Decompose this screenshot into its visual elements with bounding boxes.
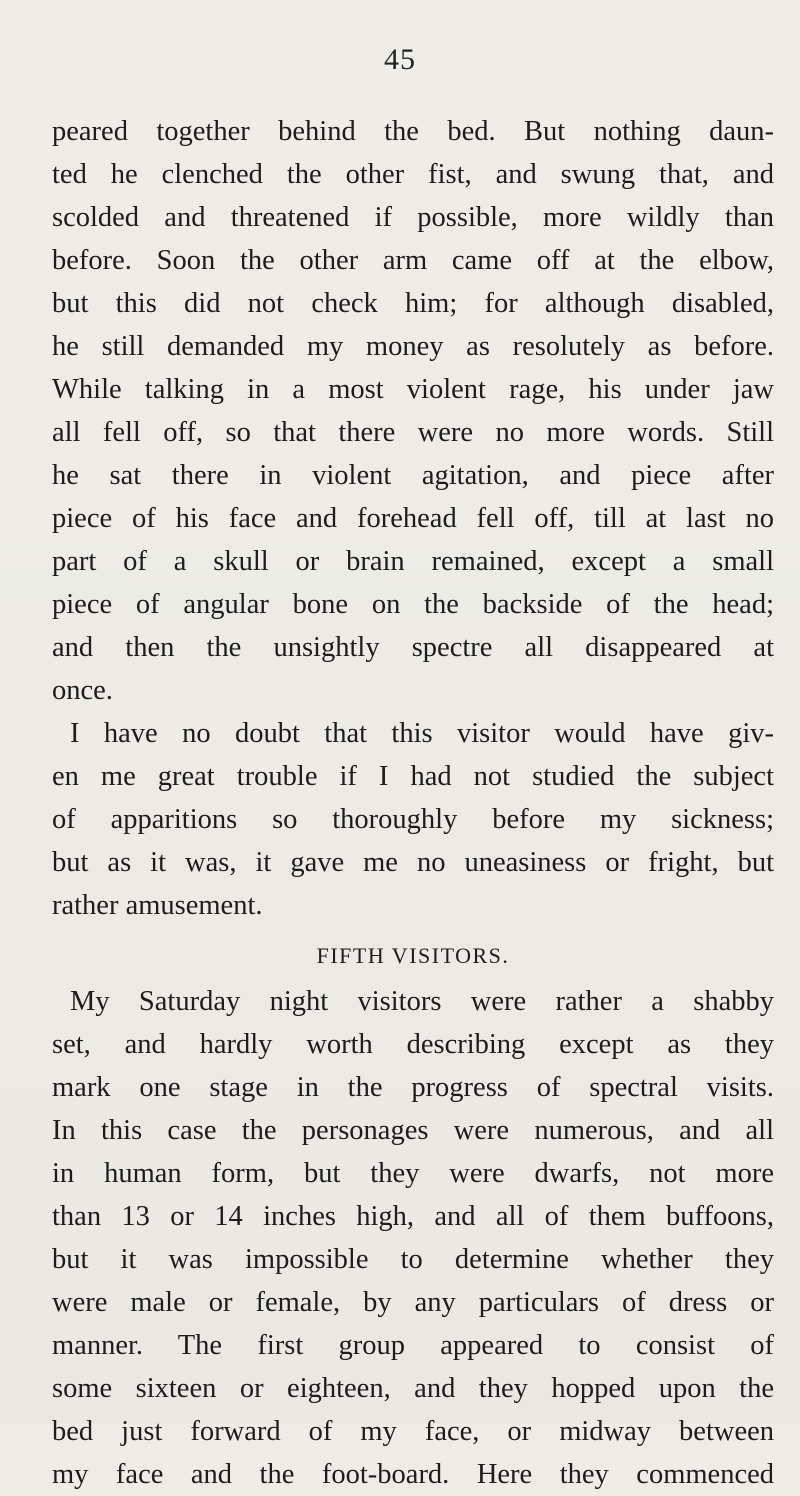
text-line: bed just forward of my face, or midway between xyxy=(52,1416,774,1447)
paragraph-1 xyxy=(52,110,774,712)
text-line: manner. The first group appeared to consist of xyxy=(52,1330,774,1361)
text-line: set, and hardly worth describing except as they xyxy=(52,1029,774,1060)
text-line: were male or female, by any particulars of dress or xyxy=(52,1287,774,1318)
text-line: he sat there in violent agitation, and piece after xyxy=(52,460,774,491)
text-line: While talking in a most violent rage, his under jaw xyxy=(52,374,774,405)
text-line: en me great trouble if I had not studied the subject xyxy=(52,761,774,792)
text-line: rather amusement. xyxy=(52,890,263,921)
text-line: all fell off, so that there were no more words. Still xyxy=(52,417,774,448)
paragraph-3 xyxy=(52,980,774,1496)
text-line: ted he clenched the other fist, and swung that, and xyxy=(52,159,774,190)
text-line: In this case the personages were numerous, and all xyxy=(52,1115,774,1146)
text-line: but this did not check him; for although disabled, xyxy=(52,288,774,319)
text-line: of apparitions so thoroughly before my sickness; xyxy=(52,804,774,835)
text-line: part of a skull or brain remained, except a small xyxy=(52,546,774,577)
text-line: but as it was, it gave me no uneasiness or fright, but xyxy=(52,847,774,878)
text-line: piece of his face and forehead fell off, till at last no xyxy=(52,503,774,534)
text-line: once. xyxy=(52,675,113,706)
section-heading: FIFTH VISITORS. xyxy=(316,943,510,968)
text-line: in human form, but they were dwarfs, not more xyxy=(52,1158,774,1189)
text-line: and then the unsightly spectre all disappeared at xyxy=(52,632,774,663)
text-line: but it was impossible to determine whether they xyxy=(52,1244,774,1275)
page-number: 45 xyxy=(384,43,416,76)
paragraph-2 xyxy=(52,712,774,927)
text-line: he still demanded my money as resolutely as before. xyxy=(52,331,774,362)
text-line: scolded and threatened if possible, more wildly than xyxy=(52,202,774,233)
text-line: peared together behind the bed. But nothing daun- xyxy=(52,116,774,147)
text-line: before. Soon the other arm came off at the elbow, xyxy=(52,245,774,276)
text-line: some sixteen or eighteen, and they hopped upon the xyxy=(52,1373,774,1404)
text-line: than 13 or 14 inches high, and all of them buffoons, xyxy=(52,1201,774,1232)
text-line: My Saturday night visitors were rather a shabby xyxy=(70,986,774,1017)
text-line: my face and the foot-board. Here they commenced xyxy=(52,1459,774,1490)
page-body xyxy=(52,110,774,1496)
text-line: I have no doubt that this visitor would have giv- xyxy=(70,718,774,749)
text-line: piece of angular bone on the backside of the head; xyxy=(52,589,774,620)
text-line: mark one stage in the progress of spectral visits. xyxy=(52,1072,774,1103)
